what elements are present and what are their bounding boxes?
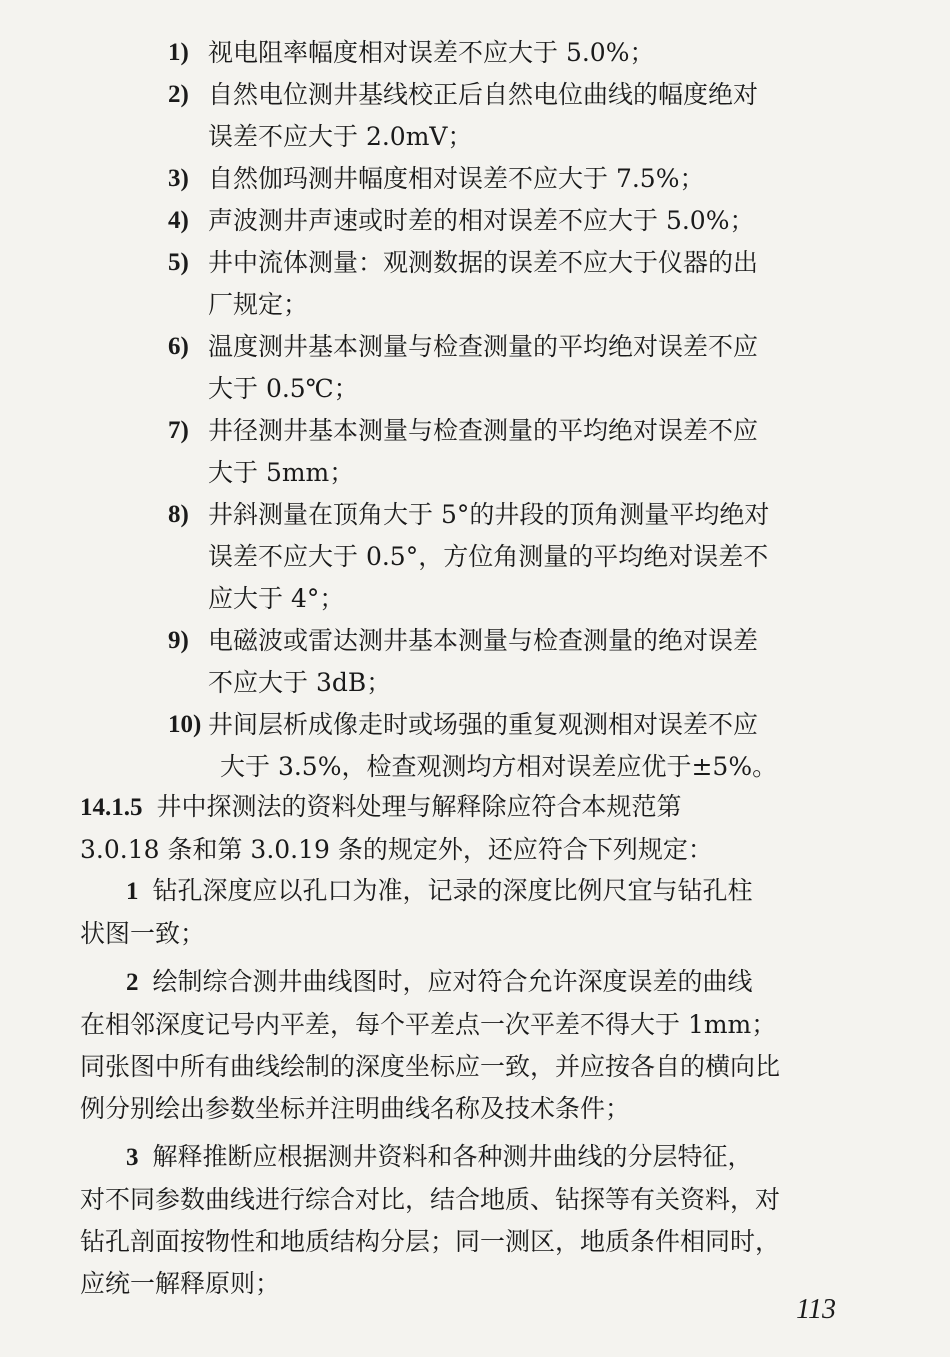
- list-item-number: 1): [168, 39, 189, 66]
- clause-text: 钻孔深度应以孔口为准，记录的深度比例尺宜与钻孔柱: [152, 876, 753, 905]
- clause-text: 绘制综合测井曲线图时，应对符合允许深度误差的曲线: [152, 967, 753, 996]
- list-item: [168, 704, 858, 788]
- clause-text: 对不同参数曲线进行综合对比，结合地质、钻探等有关资料，对: [80, 1185, 781, 1214]
- list-item-number: 10): [168, 711, 202, 738]
- list-item-text: 大于 0.5℃；: [208, 374, 359, 403]
- list-item-number: 5): [168, 249, 189, 276]
- clause-text: 解释推断应根据测井资料和各种测井曲线的分层特征，: [152, 1142, 753, 1171]
- list-item: [168, 32, 858, 74]
- list-item-text: 误差不应大于 2.0mV；: [208, 122, 473, 151]
- clause-number: 2: [126, 969, 139, 996]
- list-item: [168, 74, 858, 158]
- list-item: [168, 620, 858, 704]
- list-item-text: 自然电位测井基线校正后自然电位曲线的幅度绝对: [208, 80, 759, 109]
- list-item-text: 井间层析成像走时或场强的重复观测相对误差不应: [208, 710, 759, 739]
- list-item: [168, 410, 858, 494]
- clause-text: 应统一解释原则；: [80, 1269, 281, 1298]
- list-item: [168, 242, 858, 326]
- clause: [80, 1136, 850, 1305]
- section-text-1: 井中探测法的资料处理与解释除应符合本规范第: [156, 792, 682, 821]
- list-item-text: 温度测井基本测量与检查测量的平均绝对误差不应: [208, 332, 759, 361]
- clause-text: 状图一致；: [80, 919, 206, 948]
- clause-text: 同张图中所有曲线绘制的深度坐标应一致，并应按各自的横向比: [80, 1052, 781, 1081]
- clause-number: 3: [126, 1144, 139, 1171]
- clause-text: 例分别绘出参数坐标并注明曲线名称及技术条件；: [80, 1094, 631, 1123]
- list-item-number: 7): [168, 417, 189, 444]
- section-line-1: [80, 786, 850, 829]
- list-item-text: 电磁波或雷达测井基本测量与检查测量的绝对误差: [208, 626, 759, 655]
- clause: [80, 961, 850, 1130]
- list-item: [168, 158, 858, 200]
- list-item-text: 误差不应大于 0.5°，方位角测量的平均绝对误差不: [208, 542, 769, 571]
- list-item-number: 8): [168, 501, 189, 528]
- section-14-1-5: [80, 786, 850, 871]
- list-item-text: 井斜测量在顶角大于 5°的井段的顶角测量平均绝对: [208, 500, 770, 529]
- list-item-text: 井中流体测量：观测数据的误差不应大于仪器的出: [208, 248, 759, 277]
- list-item-number: 4): [168, 207, 189, 234]
- clause-number: 1: [126, 878, 139, 905]
- list-item-text: 自然伽玛测井幅度相对误差不应大于 7.5%；: [208, 164, 705, 193]
- list-item-text: 厂规定；: [208, 290, 309, 319]
- clause-text: 在相邻深度记号内平差，每个平差点一次平差不得大于 1mm；: [80, 1010, 777, 1039]
- tolerance-list: [168, 32, 858, 788]
- list-item-text: 大于 5mm；: [208, 458, 355, 487]
- clause-first-line: [80, 870, 850, 913]
- list-item-number: 6): [168, 333, 189, 360]
- clause-list: [80, 870, 850, 1311]
- list-item-text: 井径测井基本测量与检查测量的平均绝对误差不应: [208, 416, 759, 445]
- list-item-text: 应大于 4°；: [208, 584, 345, 613]
- list-item: [168, 326, 858, 410]
- list-item-number: 2): [168, 81, 189, 108]
- clause-first-line: [80, 1136, 850, 1179]
- section-line-2: 3.0.18 条和第 3.0.19 条的规定外，还应符合下列规定：: [80, 835, 713, 864]
- clause-first-line: [80, 961, 850, 1004]
- section-number: 14.1.5: [80, 794, 143, 821]
- list-item-number: 3): [168, 165, 189, 192]
- list-item-text: 视电阻率幅度相对误差不应大于 5.0%；: [208, 38, 655, 67]
- clause-text: 钻孔剖面按物性和地质结构分层；同一测区，地质条件相同时，: [80, 1227, 781, 1256]
- list-item-number: 9): [168, 627, 189, 654]
- list-item: [168, 494, 858, 620]
- page-number: 113: [796, 1294, 836, 1325]
- list-item-text: 声波测井声速或时差的相对误差不应大于 5.0%；: [208, 206, 755, 235]
- list-item: [168, 200, 858, 242]
- clause: [80, 870, 850, 955]
- list-item-text: 不应大于 3dB；: [208, 668, 392, 697]
- list-item-text: 大于 3.5%，检查观测均方相对误差应优于±5%。: [220, 752, 778, 781]
